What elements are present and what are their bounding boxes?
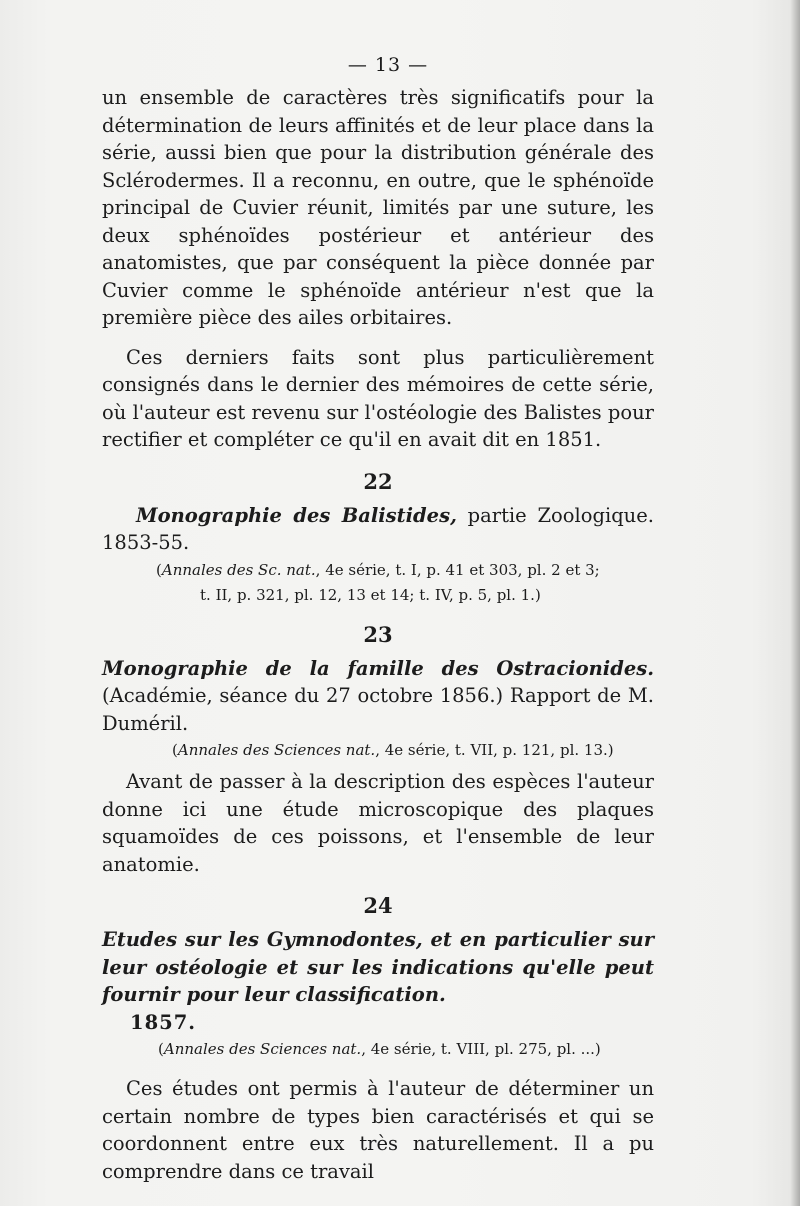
section-22-title-rest: partie Zoologique. 1853-55. bbox=[102, 503, 654, 554]
section-22-ref-rest: , 4e série, t. I, p. 41 et 303, pl. 2 et 3; bbox=[315, 560, 600, 579]
paragraph-1: un ensemble de caractères très significatifs pour la détermination de leurs affinités et de leur place dans la série, aussi bien que pour la distribution générale des Sclérodermes. Il a reconnu, en outre, que le sphénoïde principal de Cuvier réunit, limités par une suture, les deux sphénoïdes postérieur et antérieur des anatomistes, que par conséquent la pièce donnée par Cuvier comme le sphénoïde antérieur n'est que la première pièce des ailes orbitaires. bbox=[102, 86, 654, 329]
section-23-ref-rest: , 4e série, t. VII, p. 121, pl. 13.) bbox=[375, 741, 614, 759]
section-24-title bbox=[102, 926, 654, 1009]
section-24-paragraph: Ces études ont permis à l'auteur de déterminer un certain nombre de types bien caractérisés et qui se coordonnent entre eux très naturellement. Il a pu comprendre dans ce travail bbox=[102, 1077, 654, 1183]
section-23-title bbox=[102, 655, 654, 738]
section-number-24: 24 bbox=[363, 893, 393, 918]
section-number-22: 22 bbox=[363, 468, 393, 494]
page-edge-shadow bbox=[790, 0, 800, 1206]
section-number-23: 23 bbox=[363, 621, 393, 647]
section-22-ref-journal: Annales des Sc. nat. bbox=[161, 560, 316, 579]
paragraph-2: Ces derniers faits sont plus particulièrement consignés dans le dernier des mémoires de cette série, où l'auteur est revenu sur l'ostéologie des Balistes pour rectifier et compléter ce qu'il en avait dit en 1851. bbox=[102, 345, 654, 451]
section-24-ref-open: ( bbox=[158, 1040, 164, 1058]
page-number: — 13 — bbox=[347, 54, 429, 76]
section-22-title bbox=[102, 502, 654, 557]
section-23-title-italic: Monographie de la famille des Ostracionides. bbox=[102, 656, 654, 680]
section-22-title-italic: Monographie des Balistides, bbox=[136, 503, 457, 527]
page-content bbox=[102, 52, 654, 1185]
section-22-reference-line-2: t. II, p. 321, pl. 12, 13 et 14; t. IV, p. 5, pl. 1.) bbox=[200, 585, 541, 604]
section-24-reference bbox=[102, 1038, 654, 1061]
section-24-year: 1857. bbox=[130, 1010, 197, 1034]
section-24-ref-rest: , 4e série, t. VIII, pl. 275, pl. ...) bbox=[361, 1040, 601, 1058]
section-22-ref-open: ( bbox=[156, 560, 162, 579]
section-22-reference-line-1 bbox=[102, 559, 654, 582]
section-23-reference bbox=[102, 739, 654, 762]
section-23-title-rest: (Académie, séance du 27 octobre 1856.) Rapport de M. Duméril. bbox=[102, 684, 654, 735]
section-24-title-italic: Etudes sur les Gymnodontes, et en particulier sur leur ostéologie et sur les indications qu'elle peut fournir pour leur classification. bbox=[102, 928, 654, 1006]
section-23-ref-open: ( bbox=[172, 741, 178, 759]
section-23-paragraph: Avant de passer à la description des espèces l'auteur donne ici une étude microscopique des plaques squamoïdes de ces poissons, et l'ensemble de leur anatomie. bbox=[102, 770, 654, 876]
section-24-ref-journal: Annales des Sciences nat. bbox=[163, 1040, 362, 1058]
section-23-ref-journal: Annales des Sciences nat. bbox=[177, 741, 376, 759]
